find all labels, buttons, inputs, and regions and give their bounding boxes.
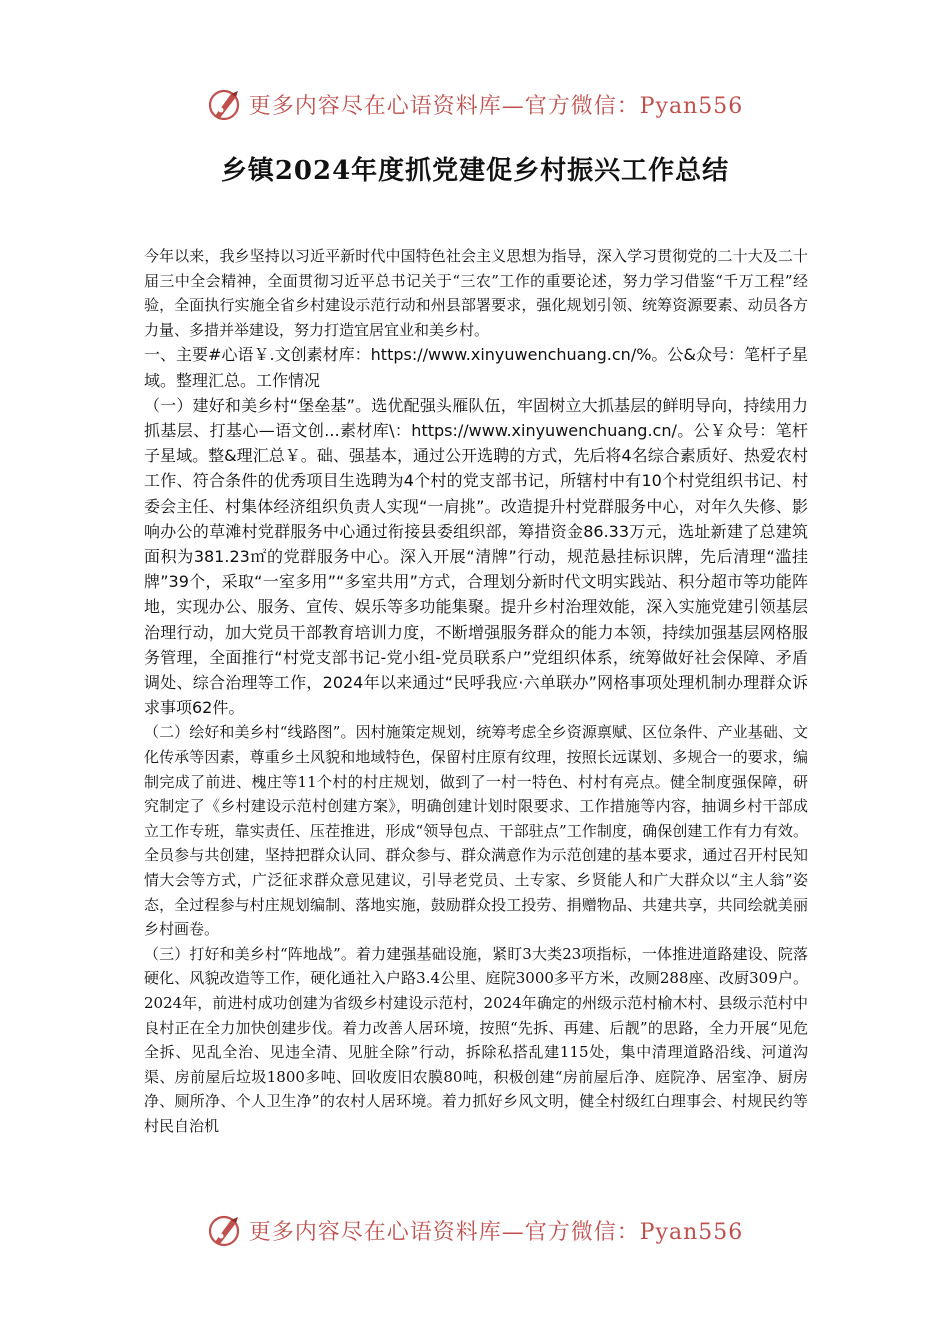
pen-nib-circle-icon <box>207 86 243 122</box>
paragraph-section-2: （二）绘好和美乡村“线路图”。因村施策定规划，统筹考虑全乡资源禀赋、区位条件、产业基础、文化传承等因素，尊重乡土风貌和地域特色，保留村庄原有纹理，按照长远谋划、多规合一的要求，编制完成了前进、槐庄等11个村的村庄规划，做到了一村一特色、村村有亮点。健全制度强保障，研究制定了《乡村建设示范村创建方案》，明确创建计划时限要求、工作措施等内容，抽调乡村干部成立工作专班，靠实责任、压茬推进，形成“领导包点、干部驻点”工作制度，确保创建工作有力有效。全员参与共创建，坚持把群众认同、群众参与、群众满意作为示范创建的基本要求，通过召开村民知情大会等方式，广泛征求群众意见建议，引导老党员、土专家、乡贤能人和广大群众以“主人翁”姿态，全过程参与村庄规划编制、落地实施，鼓励群众投工投劳、捐赠物品、共建共享，共同绘就美丽乡村画卷。 <box>144 723 808 939</box>
paragraph-section-1: （一）建好和美乡村“堡垒基”。选优配强头雁队伍，牢固树立大抓基层的鲜明导向，持续用力抓基层、打基心—语文创...素材库\：https://www.xinyuwenchuang.cn/。公￥众号：笔杆子星域。整&理汇总￥。础、强基本，通过公开选聘的方式，先后将4名综合素质好、热爱农村工作、符合条件的优秀项目生选聘为4个村的党支部书记，所辖村中有10个村党组织书记、村委会主任、村集体经济组织负责人实现“一肩挑”。改造提升村党群服务中心，对年久失修、影响办公的草滩村党群服务中心通过衔接县委组织部，筹措资金86.33万元，选址新建了总建筑面积为381.23㎡的党群服务中心。深入开展“清牌”行动，规范悬挂标识牌，先后清理“滥挂牌”39个，采取“一室多用”“多室共用”方式，合理划分新时代文明实践站、积分超市等功能阵地，实现办公、服务、宣传、娱乐等多功能集聚。提升乡村治理效能，深入实施党建引领基层治理行动，加大党员干部教育培训力度，不断增强服务群众的能力本领，持续加强基层网格服务管理，全面推行“村党支部书记-党小组-党员联系户”党组织体系，统筹做好社会保障、矛盾调处、综合治理等工作，2024年以来通过“民呼我应·六单联办”网格事项处理机制办理群众诉求事项62件。 <box>144 395 808 718</box>
watermark-text: 更多内容尽在心语资料库—官方微信：Pyan556 <box>248 1219 744 1245</box>
pen-nib-circle-icon <box>207 1212 243 1248</box>
document-body <box>144 244 808 1139</box>
watermark-footer <box>0 1208 950 1252</box>
paragraph-intro: 今年以来，我乡坚持以习近平新时代中国特色社会主义思想为指导，深入学习贯彻党的二十大及二十届三中全会精神，全面贯彻习近平总书记关于“三农”工作的重要论述，努力学习借鉴“千万工程”经验，全面执行实施全省乡村建设示范行动和州县部署要求，强化规划引领、统筹资源要素、动员各方力量、多措并举建设，努力打造宜居宜业和美乡村。 <box>144 247 808 339</box>
paragraph-section-3: （三）打好和美乡村“阵地战”。着力建强基础设施，紧盯3大类23项指标，一体推进道路建设、院落硬化、风貌改造等工作，硬化通社入户路3.4公里、庭院3000多平方米，改厕288座、改厨309户。2024年，前进村成功创建为省级乡村建设示范村，2024年确定的州级示范村榆木村、县级示范村中良村正在全力加快创建步伐。着力改善人居环境，按照“先拆、再建、后靓”的思路，全力开展“见危全拆、见乱全治、见违全清、见脏全除”行动，拆除私搭乱建115处，集中清理道路沿线、河道沟渠、房前屋后垃圾1800多吨、回收废旧农膜80吨，积极创建“房前屋后净、庭院净、居室净、厨房净、厕所净、个人卫生净”的农村人居环境。着力抓好乡风文明，健全村级红白理事会、村规民约等村民自治机 <box>144 944 808 1135</box>
document-title: 乡镇2024年度抓党建促乡村振兴工作总结 <box>220 156 730 186</box>
section-heading-main-work: 一、主要#心语￥.文创素材库：https://www.xinyuwenchuang.cn/%。公&众号：笔杆子星域。整理汇总。工作情况 <box>144 345 808 390</box>
watermark-header <box>0 82 950 126</box>
watermark-text: 更多内容尽在心语资料库—官方微信：Pyan556 <box>248 93 744 119</box>
